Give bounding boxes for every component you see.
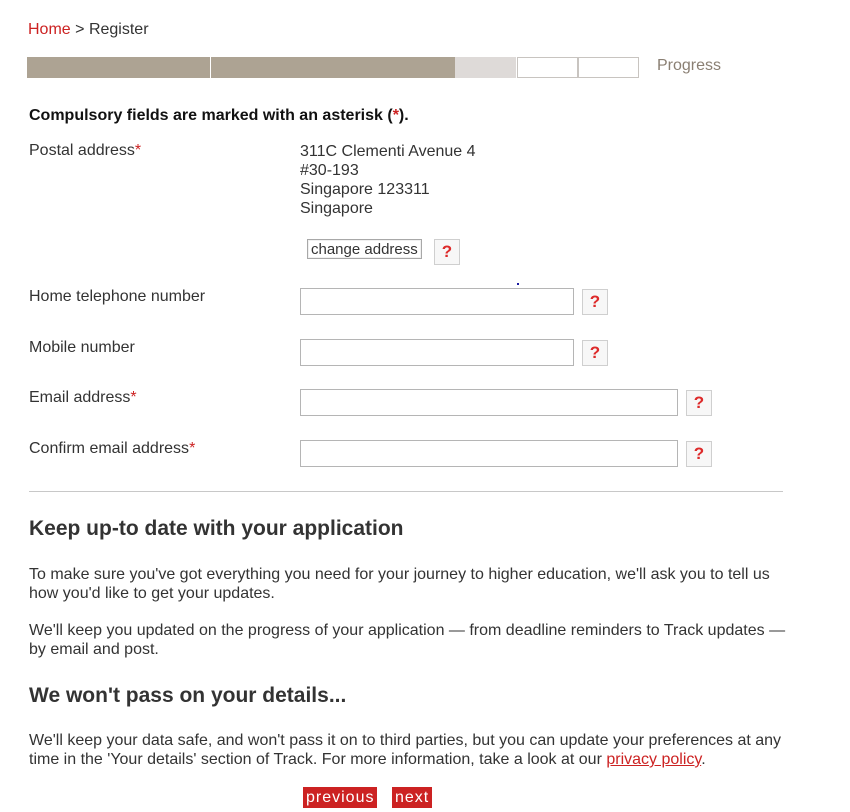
- privacy-paragraph: [29, 731, 787, 769]
- compulsory-fields-note: [29, 107, 409, 125]
- required-marker: *: [189, 440, 196, 457]
- email-address-input[interactable]: [300, 389, 678, 416]
- address-line-3: Singapore 123311: [300, 181, 430, 198]
- postal-address-label-text: Postal address: [29, 142, 135, 159]
- compulsory-note-suffix: ).: [398, 107, 409, 124]
- progress-label: Progress: [657, 57, 722, 74]
- progress-segment-done: [272, 57, 333, 78]
- progress-segment-done: [88, 57, 149, 78]
- mobile-number-input[interactable]: [300, 339, 574, 366]
- progress-segment-done: [394, 57, 455, 78]
- address-line-4: Singapore: [300, 200, 373, 217]
- address-line-1: 311C Clementi Avenue 4: [300, 143, 476, 160]
- progress-segment-done: [27, 57, 88, 78]
- required-marker: *: [134, 142, 142, 159]
- change-address-button[interactable]: change address: [307, 239, 422, 259]
- confirm-email-label-text: Confirm email address: [29, 440, 190, 457]
- previous-button[interactable]: previous: [303, 787, 377, 808]
- section-divider: [29, 491, 783, 492]
- email-address-help-icon[interactable]: ?: [686, 390, 712, 416]
- updates-heading: Keep up-to date with your application: [29, 517, 404, 540]
- breadcrumb-separator: >: [75, 21, 85, 38]
- breadcrumb: [28, 21, 149, 39]
- privacy-text: We'll keep your data safe, and won't pass it on to third parties, but you can update your preferences at any time in the 'Your details' section of Track. For more information, take a look at our: [29, 732, 782, 768]
- privacy-heading: We won't pass on your details...: [29, 684, 347, 707]
- postal-address-value: [300, 142, 476, 218]
- compulsory-note-prefix: Compulsory fields are marked with an asterisk (: [29, 107, 393, 124]
- home-telephone-help-icon[interactable]: ?: [582, 289, 608, 315]
- privacy-text-end: .: [701, 751, 706, 768]
- progress-segment-done: [211, 57, 272, 78]
- progress-segment-todo: [517, 57, 578, 78]
- updates-paragraph-2: We'll keep you updated on the progress of your application — from deadline reminders to Track updates — by email and post.: [29, 622, 786, 658]
- confirm-email-help-icon[interactable]: ?: [686, 441, 712, 467]
- updates-paragraph-1: To make sure you've got everything you need for your journey to higher education, we'll ask you to tell us how you'd like to get your updates.: [29, 566, 770, 602]
- mobile-number-label: Mobile number: [29, 339, 135, 356]
- required-marker: *: [130, 389, 137, 406]
- stray-dot: [517, 283, 519, 285]
- home-telephone-input[interactable]: [300, 288, 574, 315]
- postal-address-label: [29, 142, 141, 160]
- progress-segment-done: [333, 57, 394, 78]
- mobile-number-help-icon[interactable]: ?: [582, 340, 608, 366]
- privacy-policy-link[interactable]: privacy policy: [606, 751, 702, 768]
- address-line-2: #30-193: [300, 162, 359, 179]
- confirm-email-input[interactable]: [300, 440, 678, 467]
- asterisk-marker: *: [392, 107, 399, 124]
- email-address-label-text: Email address: [29, 389, 131, 406]
- email-address-label: [29, 389, 137, 407]
- home-telephone-label: Home telephone number: [29, 288, 206, 305]
- breadcrumb-home-link[interactable]: Home: [28, 21, 71, 38]
- postal-help-icon[interactable]: ?: [434, 239, 460, 265]
- progress-segment-todo: [578, 57, 639, 78]
- progress-segment-current: [455, 57, 516, 78]
- progress-bar: [27, 57, 639, 78]
- breadcrumb-current: Register: [88, 21, 149, 38]
- next-button[interactable]: next: [392, 787, 432, 808]
- progress-segment-done: [149, 57, 210, 78]
- confirm-email-label: [29, 440, 195, 458]
